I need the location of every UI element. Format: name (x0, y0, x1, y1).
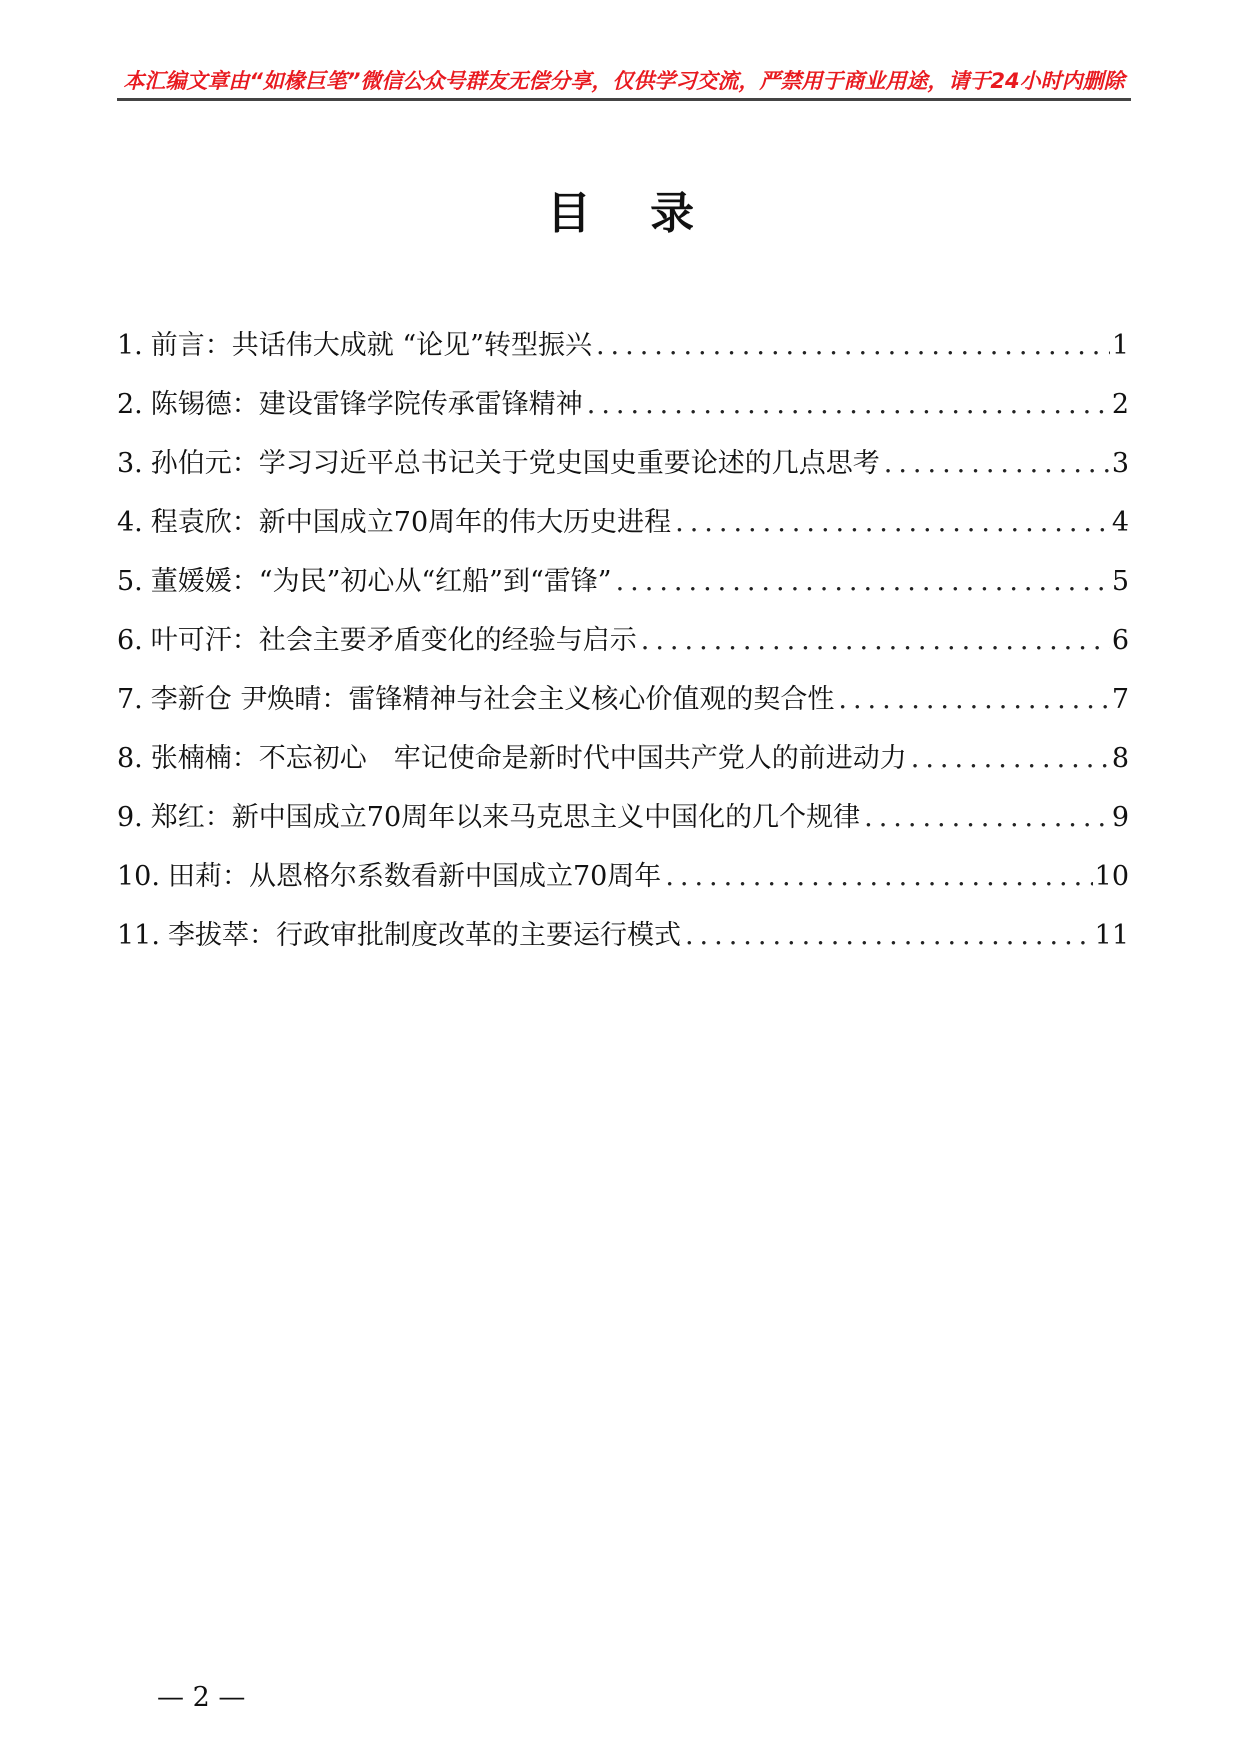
toc-entry-title: 董媛媛：“为民”初心从“红船”到“雷锋” (150, 566, 612, 597)
toc-entry-title: 前言：共话伟大成就 “论见”转型振兴 (150, 330, 592, 361)
toc-entry-number: 6. (117, 625, 143, 656)
toc-entry-page: 3 (1111, 448, 1129, 479)
page-title: 目 录 (546, 188, 717, 239)
toc-entry-number: 2. (117, 389, 143, 420)
toc-entry-page: 2 (1111, 389, 1129, 420)
toc-dot-leader (880, 444, 1110, 484)
toc-entry-title: 叶可汗：社会主要矛盾变化的经验与启示 (150, 625, 637, 656)
toc-entry[interactable] (117, 307, 1129, 366)
toc-entry-number: 4. (117, 507, 143, 538)
toc-entry[interactable] (117, 366, 1129, 425)
toc-entry-title: 李拔萃：行政审批制度改革的主要运行模式 (167, 920, 681, 951)
toc-entry-number: 9. (117, 802, 143, 833)
toc-entry[interactable] (117, 779, 1129, 838)
toc-entry[interactable] (117, 720, 1129, 779)
toc-entry-page: 5 (1111, 566, 1129, 597)
toc-dot-leader (681, 916, 1093, 956)
toc-dot-leader (671, 503, 1110, 543)
toc-entry[interactable] (117, 425, 1129, 484)
toc-entry-number: 1. (117, 330, 143, 361)
toc-dot-leader (661, 857, 1092, 897)
toc-entry-title: 程袁欣：新中国成立70周年的伟大历史进程 (150, 507, 672, 538)
toc-entry[interactable] (117, 838, 1129, 897)
toc-dot-leader (583, 385, 1110, 425)
toc-entry-page: 10 (1094, 861, 1129, 892)
toc-entry-page: 7 (1111, 684, 1129, 715)
toc-entry-page: 9 (1111, 802, 1129, 833)
toc-entry-number: 3. (117, 448, 143, 479)
toc-dot-leader (907, 739, 1110, 779)
toc-entry[interactable] (117, 661, 1129, 720)
toc-dot-leader (834, 680, 1109, 720)
footer-page-number: — 2 — (157, 1682, 246, 1713)
toc-dot-leader (592, 326, 1110, 366)
toc-entry-number: 7. (117, 684, 143, 715)
toc-entry-page: 6 (1111, 625, 1129, 656)
toc-entry[interactable] (117, 543, 1129, 602)
toc-entry-number: 8. (117, 743, 143, 774)
toc-entry-title: 陈锡德：建设雷锋学院传承雷锋精神 (150, 389, 583, 420)
toc-entry[interactable] (117, 484, 1129, 543)
toc-entry-title: 郑红：新中国成立70周年以来马克思主义中国化的几个规律 (150, 802, 861, 833)
toc-entry-number: 11. (117, 920, 160, 951)
toc-dot-leader (860, 798, 1110, 838)
toc-dot-leader (637, 621, 1110, 661)
toc-entry-number: 10. (117, 861, 160, 892)
toc-entry-title: 张楠楠：不忘初心 牢记使命是新时代中国共产党人的前进动力 (150, 743, 907, 774)
toc-entry-page: 4 (1111, 507, 1129, 538)
header-rule (117, 98, 1131, 101)
header-notice: 本汇编文章由“如椽巨笔”微信公众号群友无偿分享，仅供学习交流，严禁用于商业用途，请于24小时内删除 (123, 69, 1125, 93)
toc-entry-page: 8 (1111, 743, 1129, 774)
toc-entry-page: 11 (1094, 920, 1129, 951)
toc-dot-leader (612, 562, 1110, 602)
toc-entry-title: 田莉：从恩格尔系数看新中国成立70周年 (167, 861, 662, 892)
table-of-contents (117, 307, 1129, 956)
toc-entry-title: 李新仓 尹焕晴：雷锋精神与社会主义核心价值观的契合性 (150, 684, 835, 715)
toc-entry-page: 1 (1111, 330, 1129, 361)
toc-entry-number: 5. (117, 566, 143, 597)
toc-entry[interactable] (117, 602, 1129, 661)
toc-entry[interactable] (117, 897, 1129, 956)
toc-entry-title: 孙伯元：学习习近平总书记关于党史国史重要论述的几点思考 (150, 448, 880, 479)
